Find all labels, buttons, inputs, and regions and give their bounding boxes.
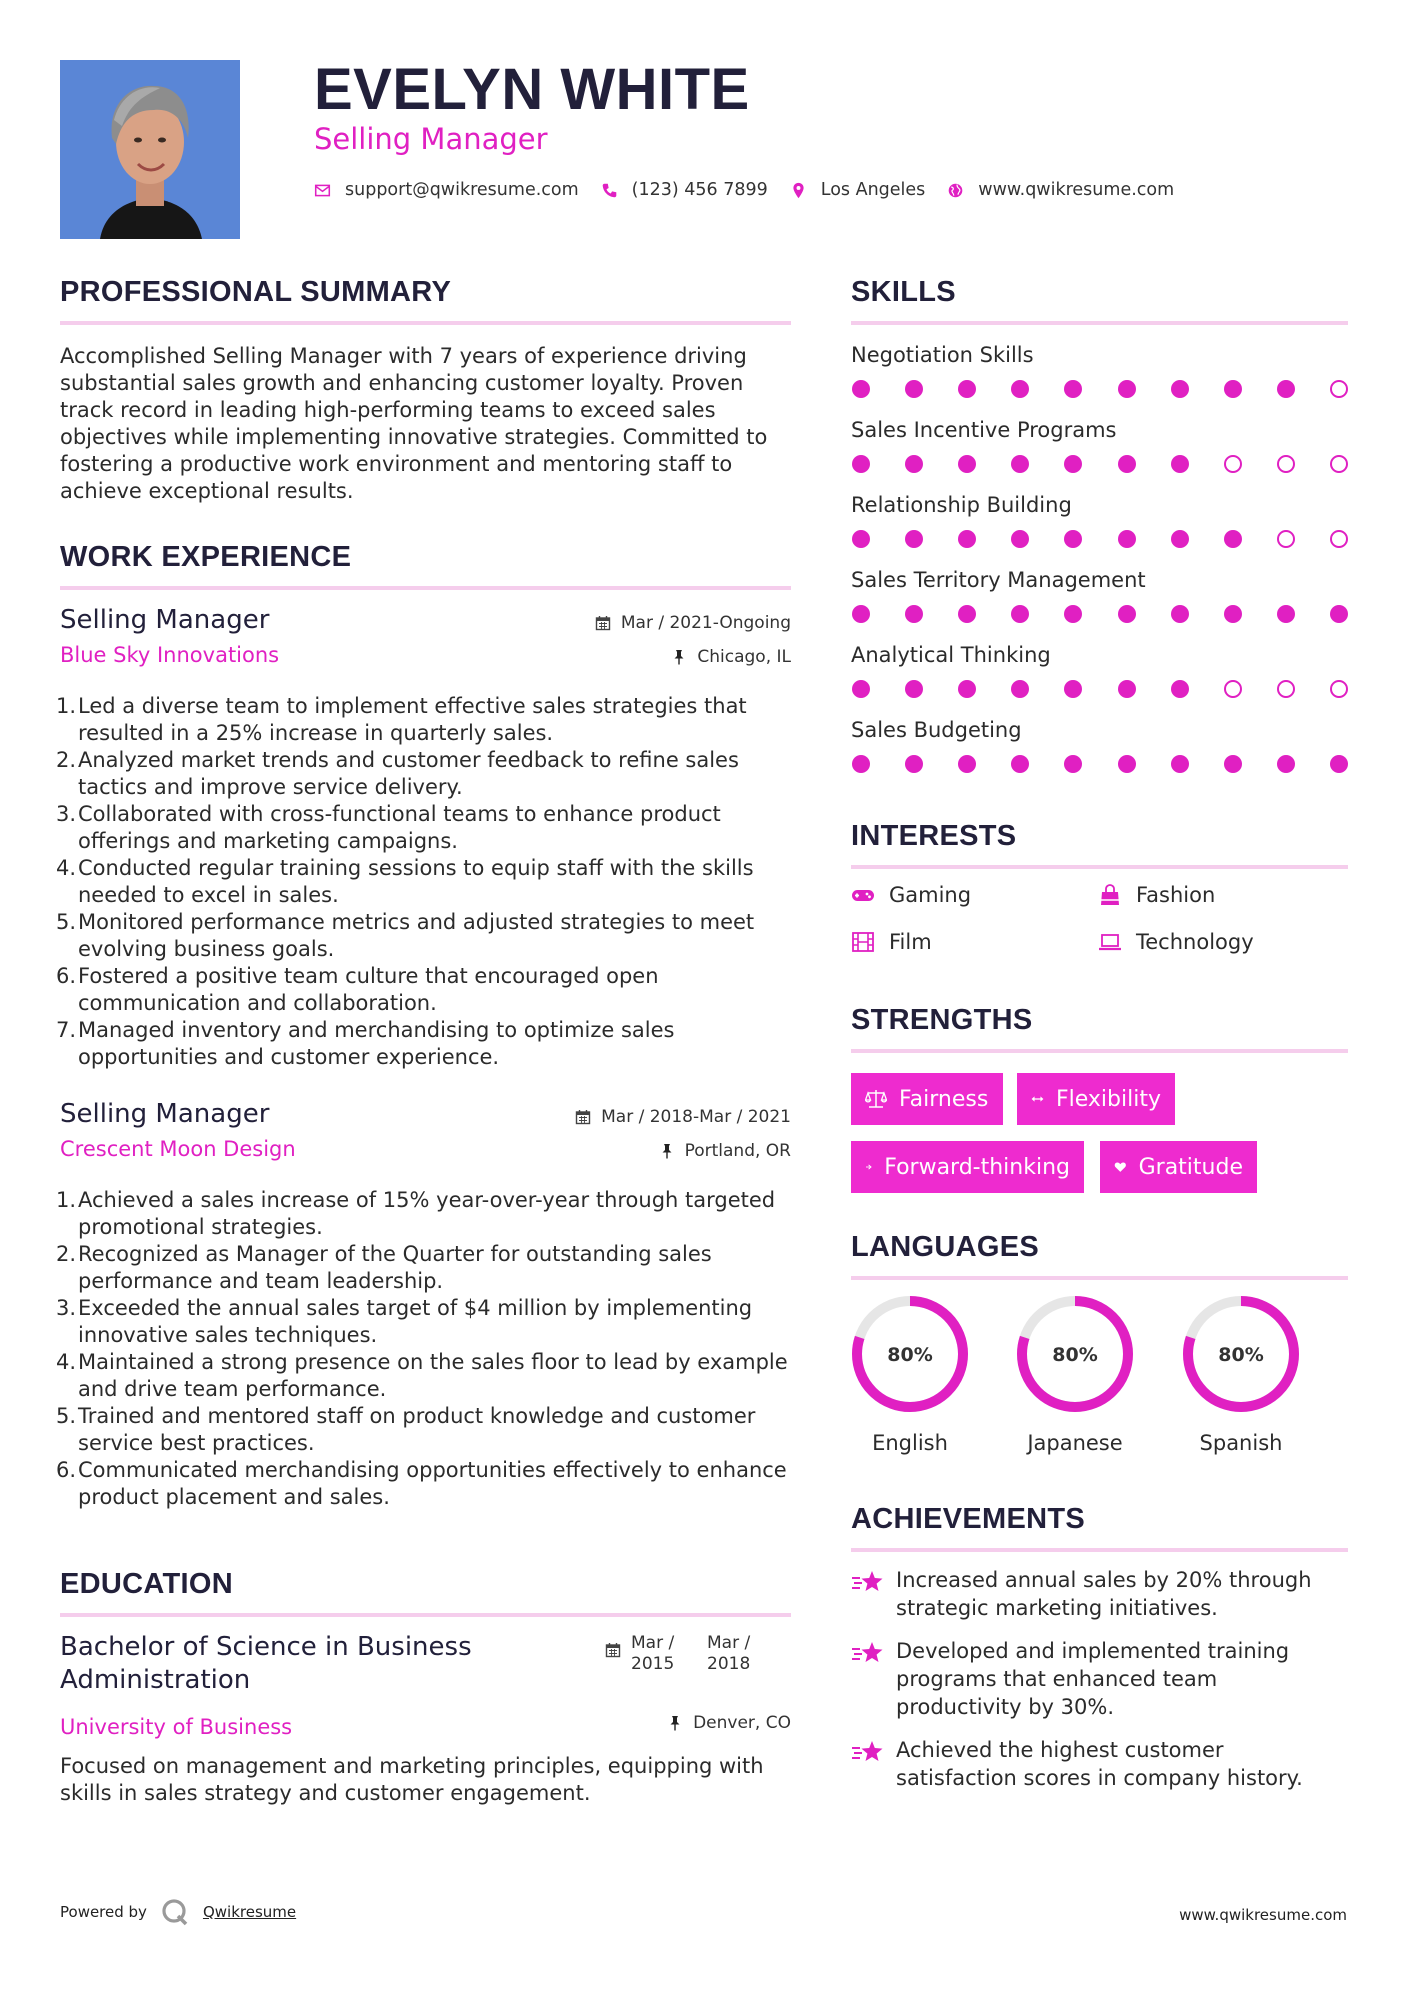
pushpin-icon xyxy=(667,1715,683,1731)
rating-dot-filled xyxy=(1277,755,1295,773)
laptop-icon xyxy=(1098,931,1122,953)
scale-icon xyxy=(865,1088,887,1110)
list-item: 3. Exceeded the annual sales target of $4 million by implementing innovative sales techniques. xyxy=(56,1296,753,1347)
phone-icon xyxy=(601,182,618,199)
film-icon xyxy=(851,931,875,953)
interest-label: Film xyxy=(889,930,932,954)
skill-item xyxy=(851,343,1348,398)
calendar-icon xyxy=(595,615,611,631)
rating-dot-filled xyxy=(905,455,923,473)
education-heading: EDUCATION xyxy=(60,1568,233,1600)
job-bullets xyxy=(56,1187,791,1511)
rating-dot-filled xyxy=(1118,605,1136,623)
candidate-title: Selling Manager xyxy=(314,122,548,156)
skills-heading: SKILLS xyxy=(851,276,956,308)
skill-item xyxy=(851,568,1348,623)
rating-dot-filled xyxy=(1224,380,1242,398)
skill-name: Relationship Building xyxy=(851,493,1072,517)
education-description: Focused on management and marketing principles, equipping with skills in sales strategy and customer engagement. xyxy=(60,1754,764,1805)
degree-title: Bachelor of Science in Business Administration xyxy=(60,1632,472,1695)
skill-name: Sales Territory Management xyxy=(851,568,1146,592)
footer-powered-by xyxy=(60,1898,296,1926)
rating-dot-filled xyxy=(1011,455,1029,473)
rating-dot-filled xyxy=(852,455,870,473)
shooting-star-icon xyxy=(851,1568,885,1598)
rating-dot-filled xyxy=(852,380,870,398)
skill-rating xyxy=(851,605,1348,623)
rating-dot-filled xyxy=(958,680,976,698)
list-item: 2. Analyzed market trends and customer feedback to refine sales tactics and improve service delivery. xyxy=(56,748,739,799)
section-divider xyxy=(60,321,791,325)
achievements-heading: ACHIEVEMENTS xyxy=(851,1503,1086,1535)
list-item: 6. Fostered a positive team culture that encouraged open communication and collaboration. xyxy=(56,964,659,1015)
job-location xyxy=(671,647,791,667)
rating-dot-filled xyxy=(1011,530,1029,548)
footer-website[interactable]: www.qwikresume.com xyxy=(1179,1906,1347,1924)
rating-dot-filled xyxy=(852,755,870,773)
calendar-icon xyxy=(605,1642,621,1658)
rating-dot-filled xyxy=(1330,755,1348,773)
rating-dot-empty xyxy=(1330,530,1348,548)
job-location xyxy=(659,1141,791,1161)
summary-text: Accomplished Selling Manager with 7 years of experience driving substantial sales growth and enhancing customer loyalty. Proven track record in leading high-performing teams to exceed sales objectives while implementing innovative strategies. Committed to fostering a productive work environment and mentoring staff to achieve exceptional results. xyxy=(60,344,768,503)
rating-dot-filled xyxy=(1064,455,1082,473)
language-item xyxy=(1180,1293,1302,1455)
job-location-text: Chicago, IL xyxy=(697,647,791,667)
list-item: 4. Maintained a strong presence on the sales floor to lead by example and drive team performance. xyxy=(56,1350,788,1401)
job-location-text: Portland, OR xyxy=(684,1141,791,1161)
job-dates xyxy=(575,1107,791,1127)
powered-by-label: Powered by xyxy=(60,1903,147,1921)
skills-section xyxy=(851,276,1348,325)
interest-label: Technology xyxy=(1136,930,1254,954)
education-start: Mar / 2015 xyxy=(631,1633,675,1674)
rating-dot-filled xyxy=(1011,680,1029,698)
contact-website[interactable]: www.qwikresume.com xyxy=(978,180,1175,200)
interest-item xyxy=(1098,883,1215,907)
globe-icon xyxy=(947,182,964,199)
interest-label: Gaming xyxy=(889,883,972,907)
education-location-text: Denver, CO xyxy=(693,1713,791,1733)
rating-dot-filled xyxy=(1171,680,1189,698)
rating-dot-filled xyxy=(905,530,923,548)
contact-phone[interactable]: (123) 456 7899 xyxy=(631,180,768,200)
strength-badge xyxy=(1017,1073,1175,1125)
list-item: 1. Led a diverse team to implement effective sales strategies that resulted in a 25% increase in quarterly sales. xyxy=(56,694,747,745)
rating-dot-filled xyxy=(1277,605,1295,623)
rating-dot-filled xyxy=(1171,380,1189,398)
school-name: University of Business xyxy=(60,1715,293,1739)
job-dates-text: Mar / 2021-Ongoing xyxy=(620,613,791,633)
qwikresume-link[interactable]: Qwikresume xyxy=(202,1903,297,1921)
section-divider xyxy=(60,1613,791,1617)
arrows-horizontal-icon xyxy=(1031,1088,1044,1110)
languages-section xyxy=(851,1231,1348,1280)
strength-label: Gratitude xyxy=(1138,1154,1243,1180)
list-item: 5. Trained and mentored staff on product knowledge and customer service best practices. xyxy=(56,1404,756,1455)
rating-dot-filled xyxy=(1171,455,1189,473)
rating-dot-filled xyxy=(852,680,870,698)
language-progress-ring xyxy=(1014,1293,1136,1415)
section-divider xyxy=(851,321,1348,325)
rating-dot-filled xyxy=(1118,680,1136,698)
skill-rating xyxy=(851,455,1348,473)
qwikresume-logo-icon[interactable] xyxy=(161,1898,189,1926)
pushpin-icon xyxy=(659,1143,675,1159)
strengths-heading: STRENGTHS xyxy=(851,1004,1033,1036)
language-percent: 80% xyxy=(887,1344,933,1366)
list-item: 1. Achieved a sales increase of 15% year-over-year through targeted promotional strategies. xyxy=(56,1188,776,1239)
rating-dot-filled xyxy=(905,605,923,623)
rating-dot-filled xyxy=(1118,455,1136,473)
rating-dot-empty xyxy=(1330,455,1348,473)
heart-icon xyxy=(1114,1156,1127,1178)
rating-dot-filled xyxy=(1064,680,1082,698)
interest-item xyxy=(1098,930,1254,954)
rating-dot-filled xyxy=(958,605,976,623)
contact-location: Los Angeles xyxy=(820,180,926,200)
interest-item xyxy=(851,883,971,907)
rating-dot-filled xyxy=(1064,530,1082,548)
experience-section xyxy=(60,541,791,590)
email-icon xyxy=(314,182,331,199)
education-dates xyxy=(605,1633,783,1675)
skill-item xyxy=(851,718,1348,773)
rating-dot-empty xyxy=(1277,680,1295,698)
shopping-bag-icon xyxy=(1098,884,1122,906)
rating-dot-filled xyxy=(852,530,870,548)
rating-dot-filled xyxy=(1011,380,1029,398)
section-divider xyxy=(60,586,791,590)
list-item: 4. Conducted regular training sessions to equip staff with the skills needed to excel in sales. xyxy=(56,856,754,907)
language-name: English xyxy=(872,1431,948,1455)
job-bullets xyxy=(56,693,791,1071)
achievement-item xyxy=(851,1566,1348,1622)
skill-rating xyxy=(851,380,1348,398)
candidate-name: EVELYN WHITE xyxy=(314,57,750,122)
rating-dot-filled xyxy=(852,605,870,623)
achievement-text: Developed and implemented training programs that enhanced team productivity by 30%. xyxy=(896,1639,1290,1719)
rating-dot-filled xyxy=(1118,380,1136,398)
section-divider xyxy=(851,1548,1348,1552)
section-divider xyxy=(851,865,1348,869)
languages-heading: LANGUAGES xyxy=(851,1231,1039,1263)
rating-dot-filled xyxy=(1171,530,1189,548)
education-section xyxy=(60,1568,791,1617)
rating-dot-filled xyxy=(1277,380,1295,398)
rating-dot-filled xyxy=(958,380,976,398)
achievement-item xyxy=(851,1637,1348,1721)
location-pin-icon xyxy=(790,182,807,199)
interest-item xyxy=(851,930,932,954)
list-item: 5. Monitored performance metrics and adjusted strategies to meet evolving business goals. xyxy=(56,910,755,961)
job-dates xyxy=(595,613,791,633)
rating-dot-filled xyxy=(1064,755,1082,773)
contact-bar xyxy=(314,178,1196,202)
achievement-item xyxy=(851,1736,1348,1792)
strength-label: Forward-thinking xyxy=(884,1154,1070,1180)
rating-dot-empty xyxy=(1330,680,1348,698)
rating-dot-filled xyxy=(1011,605,1029,623)
skill-rating xyxy=(851,680,1348,698)
pushpin-icon xyxy=(671,649,687,665)
skill-item xyxy=(851,418,1348,473)
language-item xyxy=(1014,1293,1136,1455)
achievement-text: Achieved the highest customer satisfaction scores in company history. xyxy=(896,1738,1303,1790)
list-item: 6. Communicated merchandising opportunities effectively to enhance product placement and sales. xyxy=(56,1458,787,1509)
summary-heading: PROFESSIONAL SUMMARY xyxy=(60,276,452,308)
language-percent: 80% xyxy=(1052,1344,1098,1366)
job-title: Selling Manager xyxy=(60,1099,270,1129)
skill-name: Analytical Thinking xyxy=(851,643,1051,667)
achievement-text: Increased annual sales by 20% through strategic marketing initiatives. xyxy=(896,1568,1312,1620)
language-name: Japanese xyxy=(1027,1431,1123,1455)
summary-section xyxy=(60,276,791,505)
skill-rating xyxy=(851,530,1348,548)
strength-badge xyxy=(1100,1141,1257,1193)
rating-dot-filled xyxy=(1118,530,1136,548)
interests-heading: INTERESTS xyxy=(851,820,1017,852)
rating-dot-filled xyxy=(1011,755,1029,773)
skill-rating xyxy=(851,755,1348,773)
language-progress-ring xyxy=(849,1293,971,1415)
job-dates-text: Mar / 2018-Mar / 2021 xyxy=(601,1107,791,1127)
shooting-star-icon xyxy=(851,1639,885,1669)
list-item: 3. Collaborated with cross-functional teams to enhance product offerings and marketing campaigns. xyxy=(56,802,721,853)
gamepad-icon xyxy=(851,884,875,906)
list-item: 2. Recognized as Manager of the Quarter for outstanding sales performance and team leadership. xyxy=(56,1242,712,1293)
education-entry xyxy=(60,1631,791,1811)
skill-name: Sales Incentive Programs xyxy=(851,418,1117,442)
arrow-right-icon xyxy=(865,1156,872,1178)
skill-name: Sales Budgeting xyxy=(851,718,1022,742)
skill-item xyxy=(851,643,1348,698)
rating-dot-empty xyxy=(1277,455,1295,473)
rating-dot-filled xyxy=(905,380,923,398)
rating-dot-filled xyxy=(905,680,923,698)
strength-label: Flexibility xyxy=(1056,1086,1161,1112)
education-location xyxy=(667,1713,791,1733)
skill-name: Negotiation Skills xyxy=(851,343,1034,367)
rating-dot-filled xyxy=(1064,605,1082,623)
achievements-section xyxy=(851,1503,1348,1552)
language-name: Spanish xyxy=(1199,1431,1283,1455)
rating-dot-filled xyxy=(1064,380,1082,398)
education-end: Mar / 2018 xyxy=(707,1633,751,1674)
rating-dot-filled xyxy=(1224,605,1242,623)
language-item xyxy=(849,1293,971,1455)
rating-dot-empty xyxy=(1277,530,1295,548)
strength-badge xyxy=(851,1073,1003,1125)
rating-dot-filled xyxy=(1224,755,1242,773)
experience-heading: WORK EXPERIENCE xyxy=(60,541,352,573)
job-company: Crescent Moon Design xyxy=(60,1137,296,1161)
language-progress-ring xyxy=(1180,1293,1302,1415)
list-item: 7. Managed inventory and merchandising to optimize sales opportunities and customer experience. xyxy=(56,1018,675,1069)
strengths-section xyxy=(851,1004,1348,1053)
shooting-star-icon xyxy=(851,1738,885,1768)
profile-photo xyxy=(60,60,240,239)
interest-label: Fashion xyxy=(1136,883,1216,907)
calendar-icon xyxy=(575,1109,591,1125)
strength-label: Fairness xyxy=(899,1086,989,1112)
rating-dot-filled xyxy=(958,455,976,473)
rating-dot-filled xyxy=(905,755,923,773)
rating-dot-filled xyxy=(1224,530,1242,548)
section-divider xyxy=(851,1276,1348,1280)
language-percent: 80% xyxy=(1218,1344,1264,1366)
job-title: Selling Manager xyxy=(60,605,270,635)
contact-email[interactable]: support@qwikresume.com xyxy=(345,180,579,200)
interests-section xyxy=(851,820,1348,869)
skill-item xyxy=(851,493,1348,548)
rating-dot-filled xyxy=(958,755,976,773)
rating-dot-filled xyxy=(1330,605,1348,623)
section-divider xyxy=(851,1049,1348,1053)
rating-dot-filled xyxy=(1171,755,1189,773)
rating-dot-empty xyxy=(1224,680,1242,698)
job-company: Blue Sky Innovations xyxy=(60,643,280,667)
rating-dot-filled xyxy=(1171,605,1189,623)
rating-dot-empty xyxy=(1224,455,1242,473)
rating-dot-filled xyxy=(958,530,976,548)
rating-dot-empty xyxy=(1330,380,1348,398)
strength-badge xyxy=(851,1141,1084,1193)
rating-dot-filled xyxy=(1118,755,1136,773)
